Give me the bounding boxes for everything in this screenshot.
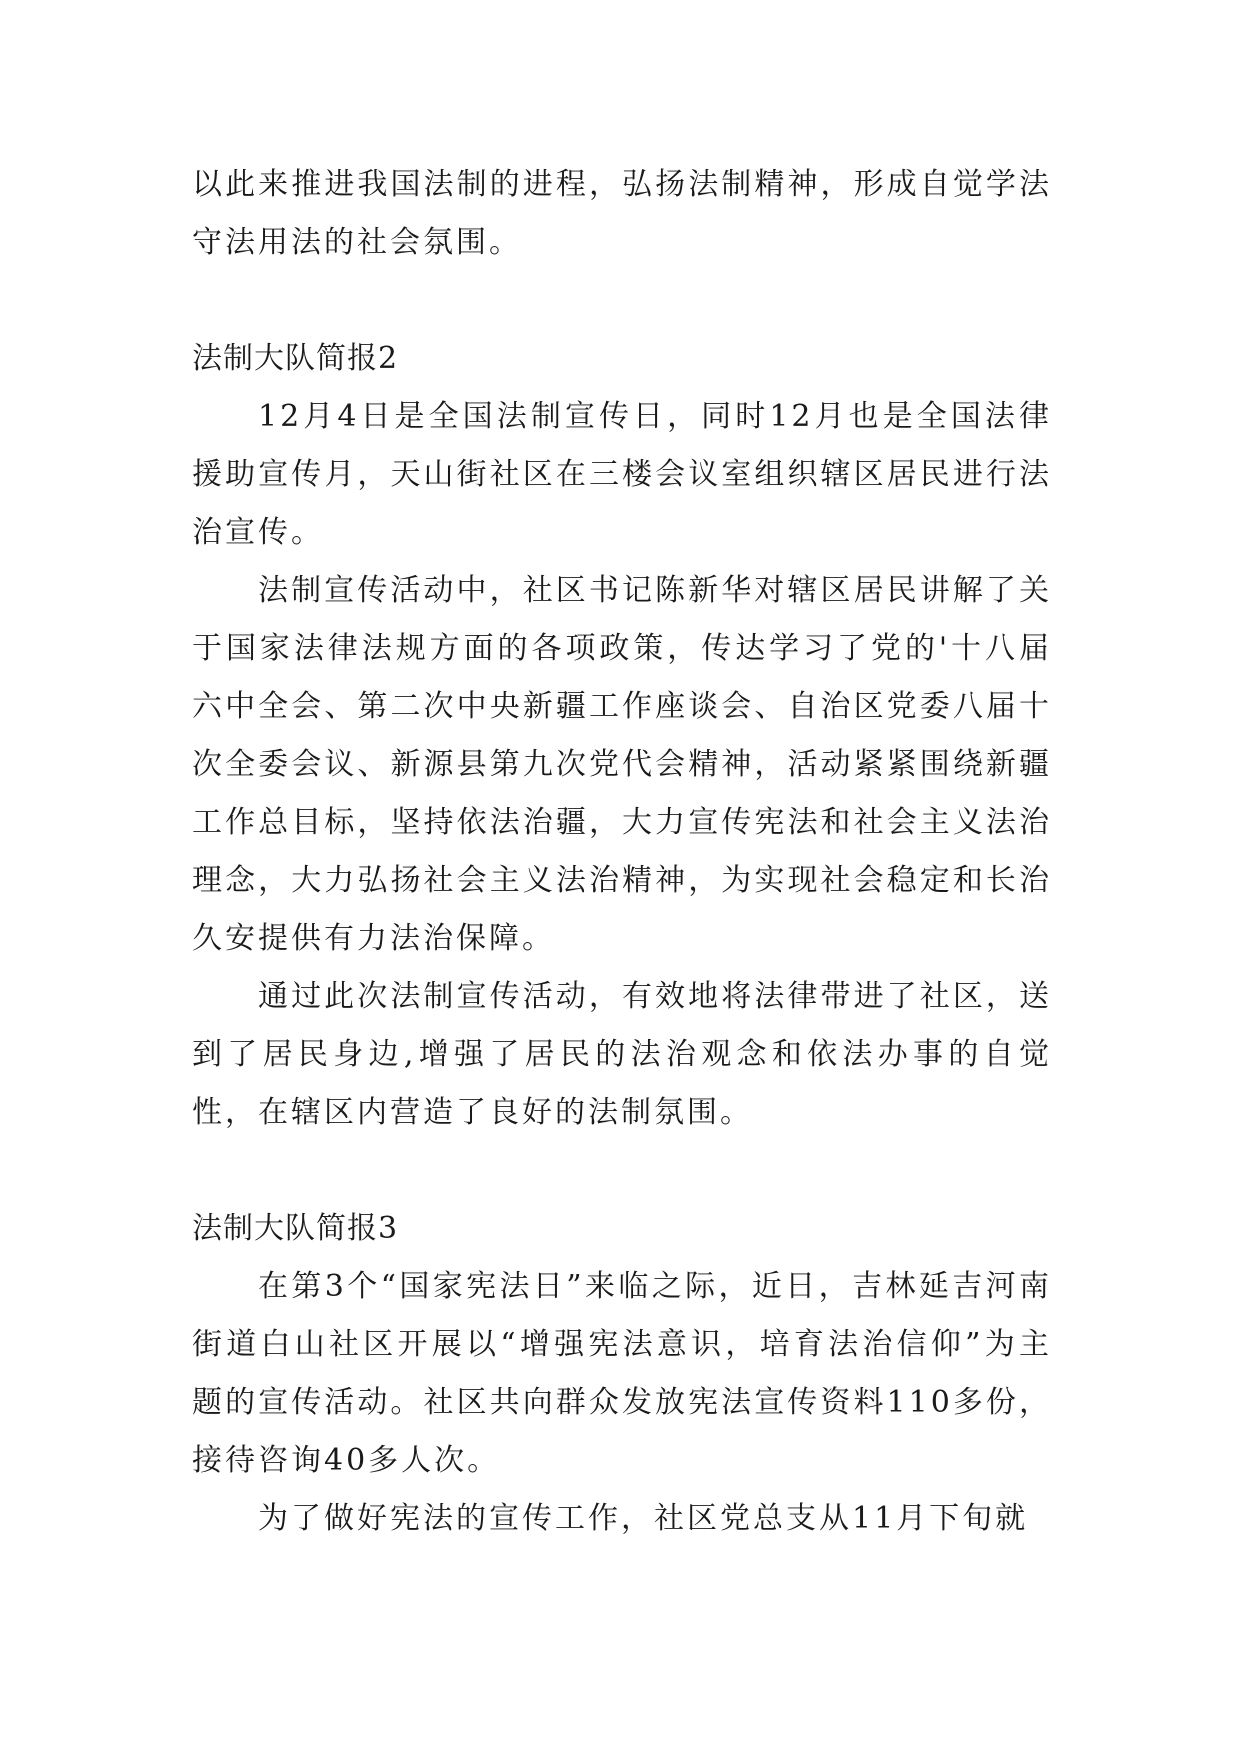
section-2-title: 法制大队简报2 <box>192 341 399 376</box>
section-3-title: 法制大队简报3 <box>192 1211 399 1246</box>
section-2-paragraph: 通过此次法制宣传活动，有效地将法律带进了社区，送到了居民身边,增强了居民的法治观念和依法办事的自觉性，在辖区内营造了良好的法制氛围。 <box>192 979 1052 1130</box>
section-2-paragraph: 12月4日是全国法制宣传日，同时12月也是全国法律援助宣传月，天山街社区在三楼会议室组织辖区居民进行法治宣传。 <box>192 399 1052 550</box>
section-gap <box>192 272 1052 330</box>
intro-paragraph: 以此来推进我国法制的进程，弘扬法制精神，形成自觉学法守法用法的社会氛围。 <box>192 167 1052 260</box>
section-2-paragraph: 法制宣传活动中，社区书记陈新华对辖区居民讲解了关于国家法律法规方面的各项政策，传达学习了党的'十八届六中全会、第二次中央新疆工作座谈会、自治区党委八届十次全委会议、新源县第九次党代会精神，活动紧紧围绕新疆工作总目标，坚持依法治疆，大力宣传宪法和社会主义法治理念，大力弘扬社会主义法治精神，为实现社会稳定和长治久安提供有力法治保障。 <box>192 573 1052 956</box>
section-3-paragraph: 在第3个“国家宪法日”来临之际，近日，吉林延吉河南街道白山社区开展以“增强宪法意识，培育法治信仰”为主题的宣传活动。社区共向群众发放宪法宣传资料110多份，接待咨询40多人次。 <box>192 1269 1052 1478</box>
section-gap <box>192 1142 1052 1200</box>
section-3-paragraph: 为了做好宪法的宣传工作，社区党总支从11月下旬就 <box>258 1501 1029 1536</box>
document-body <box>192 156 1052 1548</box>
